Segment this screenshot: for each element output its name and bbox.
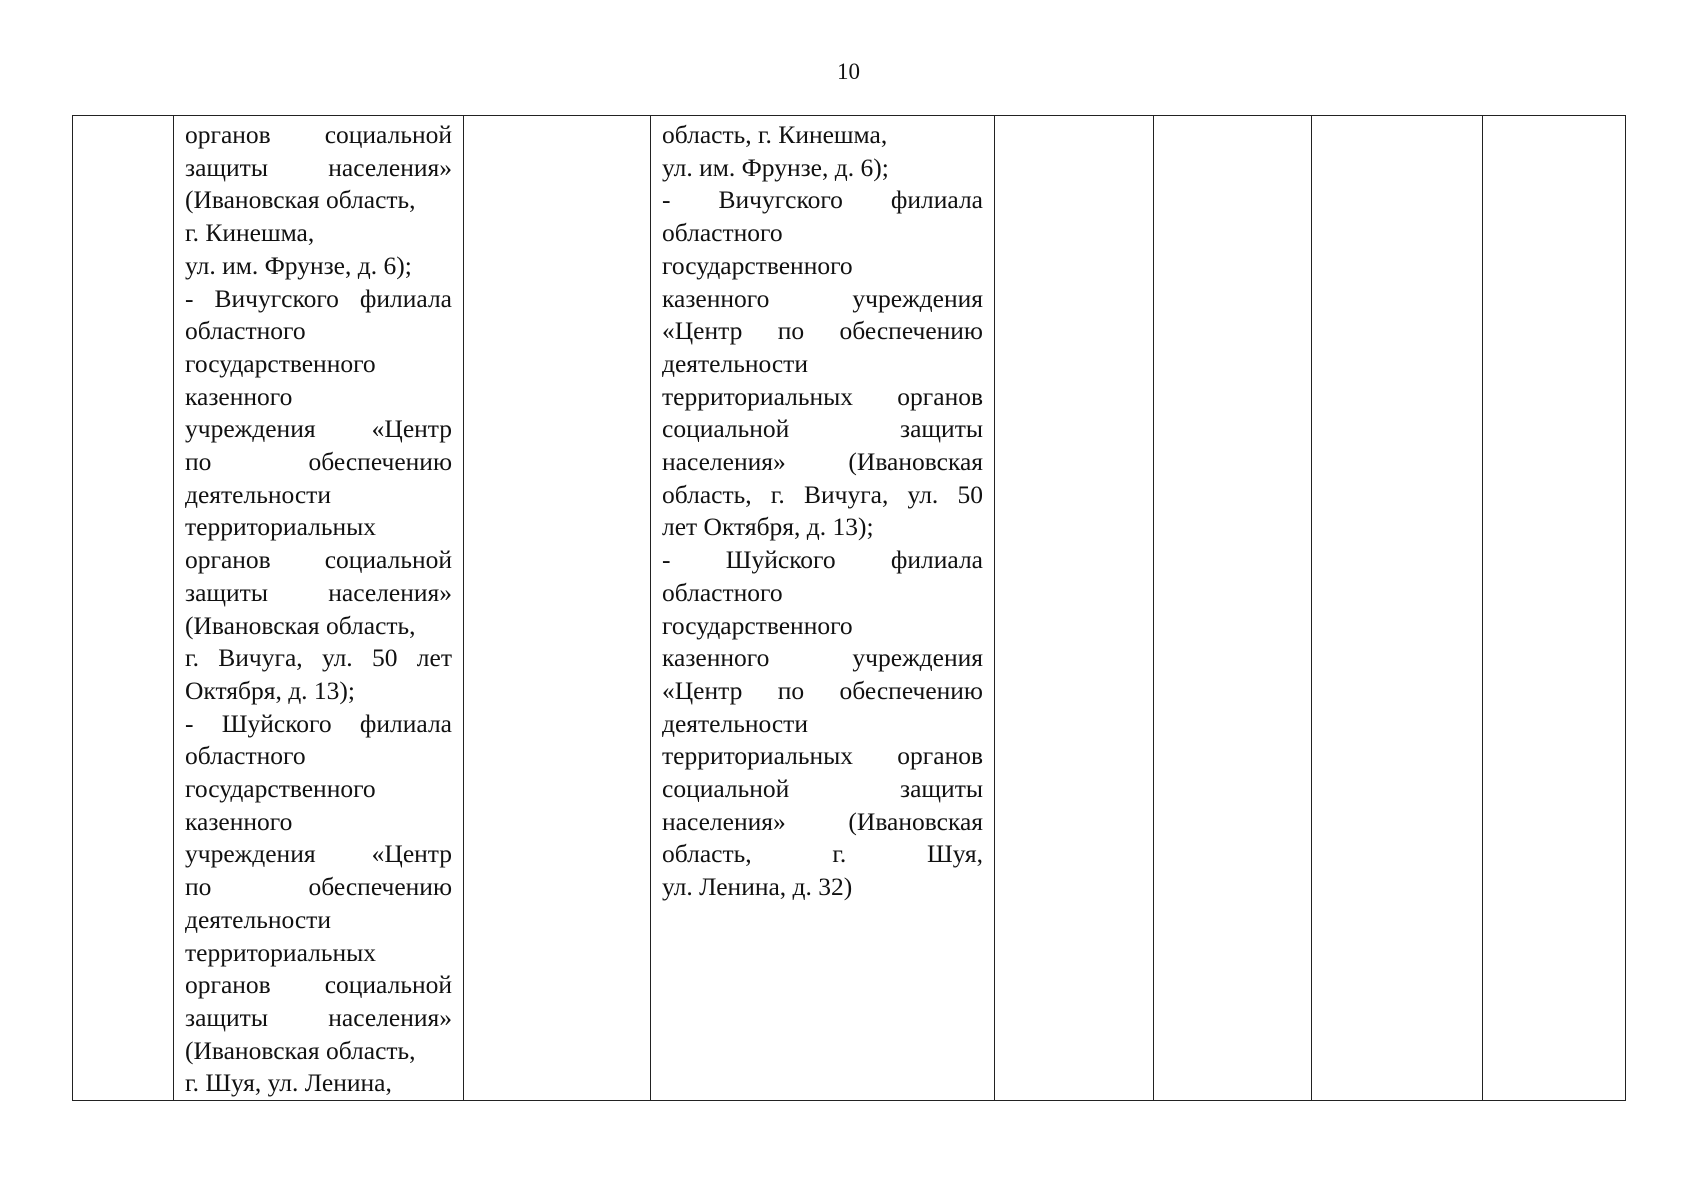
cell-col2-line: Октября, д. 13); [185,675,356,705]
cell-col2-line: органов социальной [185,120,452,149]
cell-col2-line: по обеспечению [185,447,452,477]
cell-col2-line: (Ивановская область, [185,185,416,215]
cell-col2-line: учреждения «Центр [185,414,452,444]
cell-col4-line: социальной защиты [662,774,983,804]
cell-col8 [1483,116,1626,1101]
cell-col4-line: область, г. Кинешма, [662,120,888,149]
cell-col2-line: защиты населения» [185,577,452,607]
cell-col4-line: «Центр по обеспечению [662,316,983,346]
cell-col2-line: казенного [185,806,293,836]
cell-col2-line: деятельности [185,904,331,934]
table-row [73,116,1626,1101]
cell-col4-line: область, г. Шуя, [662,839,983,869]
cell-col4-line: населения» (Ивановская [662,806,983,836]
cell-col6 [1154,116,1312,1101]
cell-col4-line: государственного [662,610,853,640]
cell-col4-line: область, г. Вичуга, ул. 50 [662,479,983,509]
cell-col5 [995,116,1154,1101]
cell-col1 [73,116,174,1101]
cell-col4-line: ул. им. Фрунзе, д. 6); [662,152,889,182]
cell-col2-line: органов социальной [185,970,452,1000]
cell-col4-line: деятельности [662,348,808,378]
cell-col4-line: казенного учреждения [662,283,983,313]
cell-col2-line: государственного [185,774,376,804]
cell-col4-line: государственного [662,250,853,280]
cell-col2-line: ул. им. Фрунзе, д. 6); [185,250,412,280]
cell-col4-line: - Шуйского филиала [662,545,983,575]
page-number: 10 [837,59,860,84]
document-table [72,115,1626,1101]
cell-col4-line: «Центр по обеспечению [662,675,983,705]
cell-col2-line: областного [185,316,306,346]
cell-col4-line: деятельности [662,708,808,738]
cell-col4-line: казенного учреждения [662,643,983,673]
cell-col4-line: областного [662,577,783,607]
cell-col2-line: областного [185,741,306,771]
cell-col2-line: по обеспечению [185,872,452,902]
cell-col2-line: государственного [185,348,376,378]
cell-col7 [1312,116,1483,1101]
cell-col2-line: учреждения «Центр [185,839,452,869]
cell-col4 [651,116,995,1101]
cell-col2-line: (Ивановская область, [185,610,416,640]
cell-col4-line: территориальных органов [662,381,983,411]
cell-col2-line: органов социальной [185,545,452,575]
cell-col2-text [185,119,452,1100]
cell-col4-line: социальной защиты [662,414,983,444]
cell-col4-line: населения» (Ивановская [662,447,983,477]
cell-col4-line: областного [662,218,783,248]
cell-col2-line: защиты населения» [185,1002,452,1032]
cell-col2-line: г. Вичуга, ул. 50 лет [185,643,452,673]
cell-col2-line: казенного [185,381,293,411]
cell-col4-line: территориальных органов [662,741,983,771]
cell-col2 [174,116,464,1101]
cell-col2-line: защиты населения» [185,152,452,182]
cell-col2-line: - Вичугского филиала [185,283,452,313]
cell-col4-line: - Вичугского филиала [662,185,983,215]
cell-col4-text [662,119,983,904]
cell-col2-line: (Ивановская область, [185,1035,416,1065]
cell-col2-line: территориальных [185,937,376,967]
cell-col2-line: г. Кинешма, [185,218,315,248]
cell-col2-line: деятельности [185,479,331,509]
cell-col2-line: г. Шуя, ул. Ленина, [185,1068,392,1098]
cell-col2-line: территориальных [185,512,376,542]
cell-col2-line: - Шуйского филиала [185,708,452,738]
cell-col4-line: лет Октября, д. 13); [662,512,874,542]
cell-col3 [464,116,651,1101]
cell-col4-line: ул. Ленина, д. 32) [662,872,853,902]
